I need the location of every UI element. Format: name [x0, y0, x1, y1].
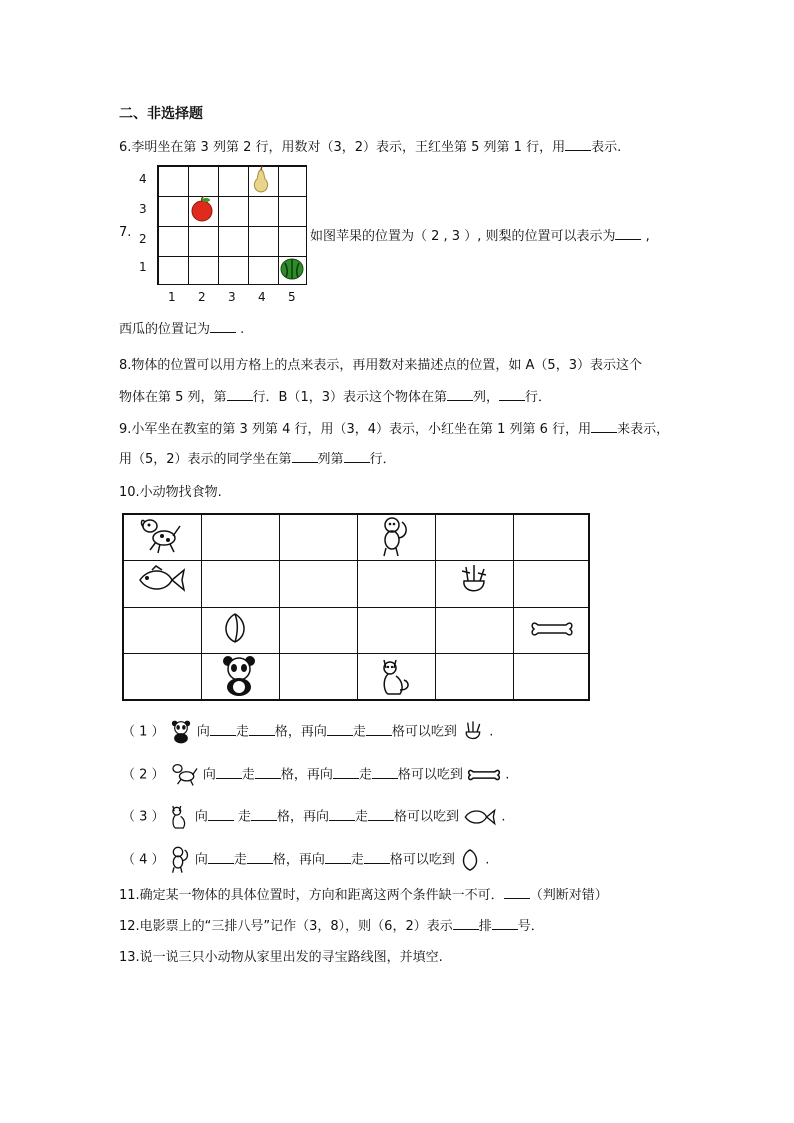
- answer-blank[interactable]: [615, 227, 641, 240]
- food-grid: [122, 513, 590, 701]
- answer-blank[interactable]: [208, 851, 234, 864]
- row-label: 4: [139, 172, 147, 186]
- cat-icon: [378, 656, 412, 698]
- section-title: 二、非选择题: [119, 106, 203, 122]
- answer-blank[interactable]: [364, 851, 390, 864]
- answer-blank[interactable]: [499, 388, 525, 401]
- answer-blank[interactable]: [591, 420, 617, 433]
- answer-blank[interactable]: [329, 808, 355, 821]
- answer-blank[interactable]: [504, 886, 530, 899]
- q10-item-3: （ 3 ） 向 走 格，再向 走 格可以吃到 .: [122, 803, 505, 831]
- dog-icon: [169, 762, 199, 788]
- question-9-line2: 用（5，2）表示的同学坐在第 列第 行．: [119, 452, 396, 467]
- bamboo-icon: [458, 563, 490, 599]
- answer-blank[interactable]: [368, 808, 394, 821]
- answer-blank[interactable]: [255, 766, 281, 779]
- answer-blank[interactable]: [210, 723, 236, 736]
- question-12: 12.电影票上的“三排八号”记作（3，8），则（6，2）表示 排 号．: [119, 919, 544, 934]
- bone-icon: [530, 620, 574, 638]
- row-label: 3: [139, 202, 147, 216]
- watermelon-icon: [279, 255, 305, 281]
- answer-blank[interactable]: [325, 851, 351, 864]
- question-8-line2: 物体在第 5 列，第 行．B（1，3）表示这个物体在第 列， 行．: [119, 390, 552, 405]
- answer-blank[interactable]: [492, 917, 518, 930]
- question-11: 11.确定某一物体的具体位置时，方向和距离这两个条件缺一不可． （判断对错）: [119, 888, 608, 903]
- dog-icon: [138, 516, 182, 556]
- answer-blank[interactable]: [216, 766, 242, 779]
- peach-icon: [220, 610, 250, 646]
- answer-blank[interactable]: [453, 917, 479, 930]
- monkey-icon: [169, 846, 191, 874]
- answer-blank[interactable]: [333, 766, 359, 779]
- q10-item-4: （ 4 ） 向 走 格，再向 走 格可以吃到 .: [122, 846, 489, 874]
- answer-blank[interactable]: [210, 320, 236, 333]
- panda-icon: [222, 655, 256, 697]
- question-6: 6.李明坐在第 3 列第 2 行，用数对（3，2）表示，王红坐第 5 列第 1 行，用 表示.: [119, 140, 622, 155]
- col-label: 4: [258, 290, 266, 304]
- cat-icon: [169, 803, 191, 831]
- bamboo-icon: [461, 720, 485, 744]
- col-label: 5: [288, 290, 296, 304]
- fish-icon: [463, 807, 497, 827]
- col-label: 3: [228, 290, 236, 304]
- col-label: 1: [168, 290, 176, 304]
- apple-icon: [189, 196, 215, 222]
- fish-icon: [138, 565, 186, 595]
- answer-blank[interactable]: [372, 766, 398, 779]
- answer-blank[interactable]: [208, 808, 234, 821]
- answer-blank[interactable]: [447, 388, 473, 401]
- row-label: 1: [139, 260, 147, 274]
- bone-icon: [467, 768, 501, 782]
- answer-blank[interactable]: [327, 723, 353, 736]
- answer-blank[interactable]: [366, 723, 392, 736]
- answer-blank[interactable]: [251, 808, 277, 821]
- question-7-text: 如图苹果的位置为（ 2 , 3 ）, 则梨的位置可以表示为 ,: [310, 229, 650, 244]
- question-10-title: 10.小动物找食物.: [119, 485, 222, 500]
- question-9-line1: 9.小军坐在教室的第 3 列第 4 行，用（3，4）表示，小红坐在第 1 列第 6 行，用 来表示，: [119, 422, 670, 437]
- panda-icon: [169, 720, 193, 744]
- monkey-icon: [380, 516, 410, 558]
- answer-blank[interactable]: [249, 723, 275, 736]
- question-7-number: 7.: [119, 225, 132, 240]
- question-8-line1: 8.物体的位置可以用方格上的点来表示，再用数对来描述点的位置，如 A（5，3）表示这个: [119, 358, 642, 373]
- q10-item-1: （ 1 ） 向 走 格，再向 走 格可以吃到 .: [122, 720, 493, 744]
- answer-blank[interactable]: [227, 388, 253, 401]
- answer-blank[interactable]: [565, 138, 591, 151]
- answer-blank[interactable]: [247, 851, 273, 864]
- row-label: 2: [139, 232, 147, 246]
- question-7-line2: 西瓜的位置记为 .: [119, 322, 245, 337]
- col-label: 2: [198, 290, 206, 304]
- peach-icon: [459, 847, 481, 873]
- answer-blank[interactable]: [292, 450, 318, 463]
- q10-item-2: （ 2 ） 向 走 格，再向 走 格可以吃到 .: [122, 762, 509, 788]
- pear-icon: [249, 166, 273, 194]
- question-13: 13.说一说三只小动物从家里出发的寻宝路线图，并填空.: [119, 950, 443, 965]
- answer-blank[interactable]: [344, 450, 370, 463]
